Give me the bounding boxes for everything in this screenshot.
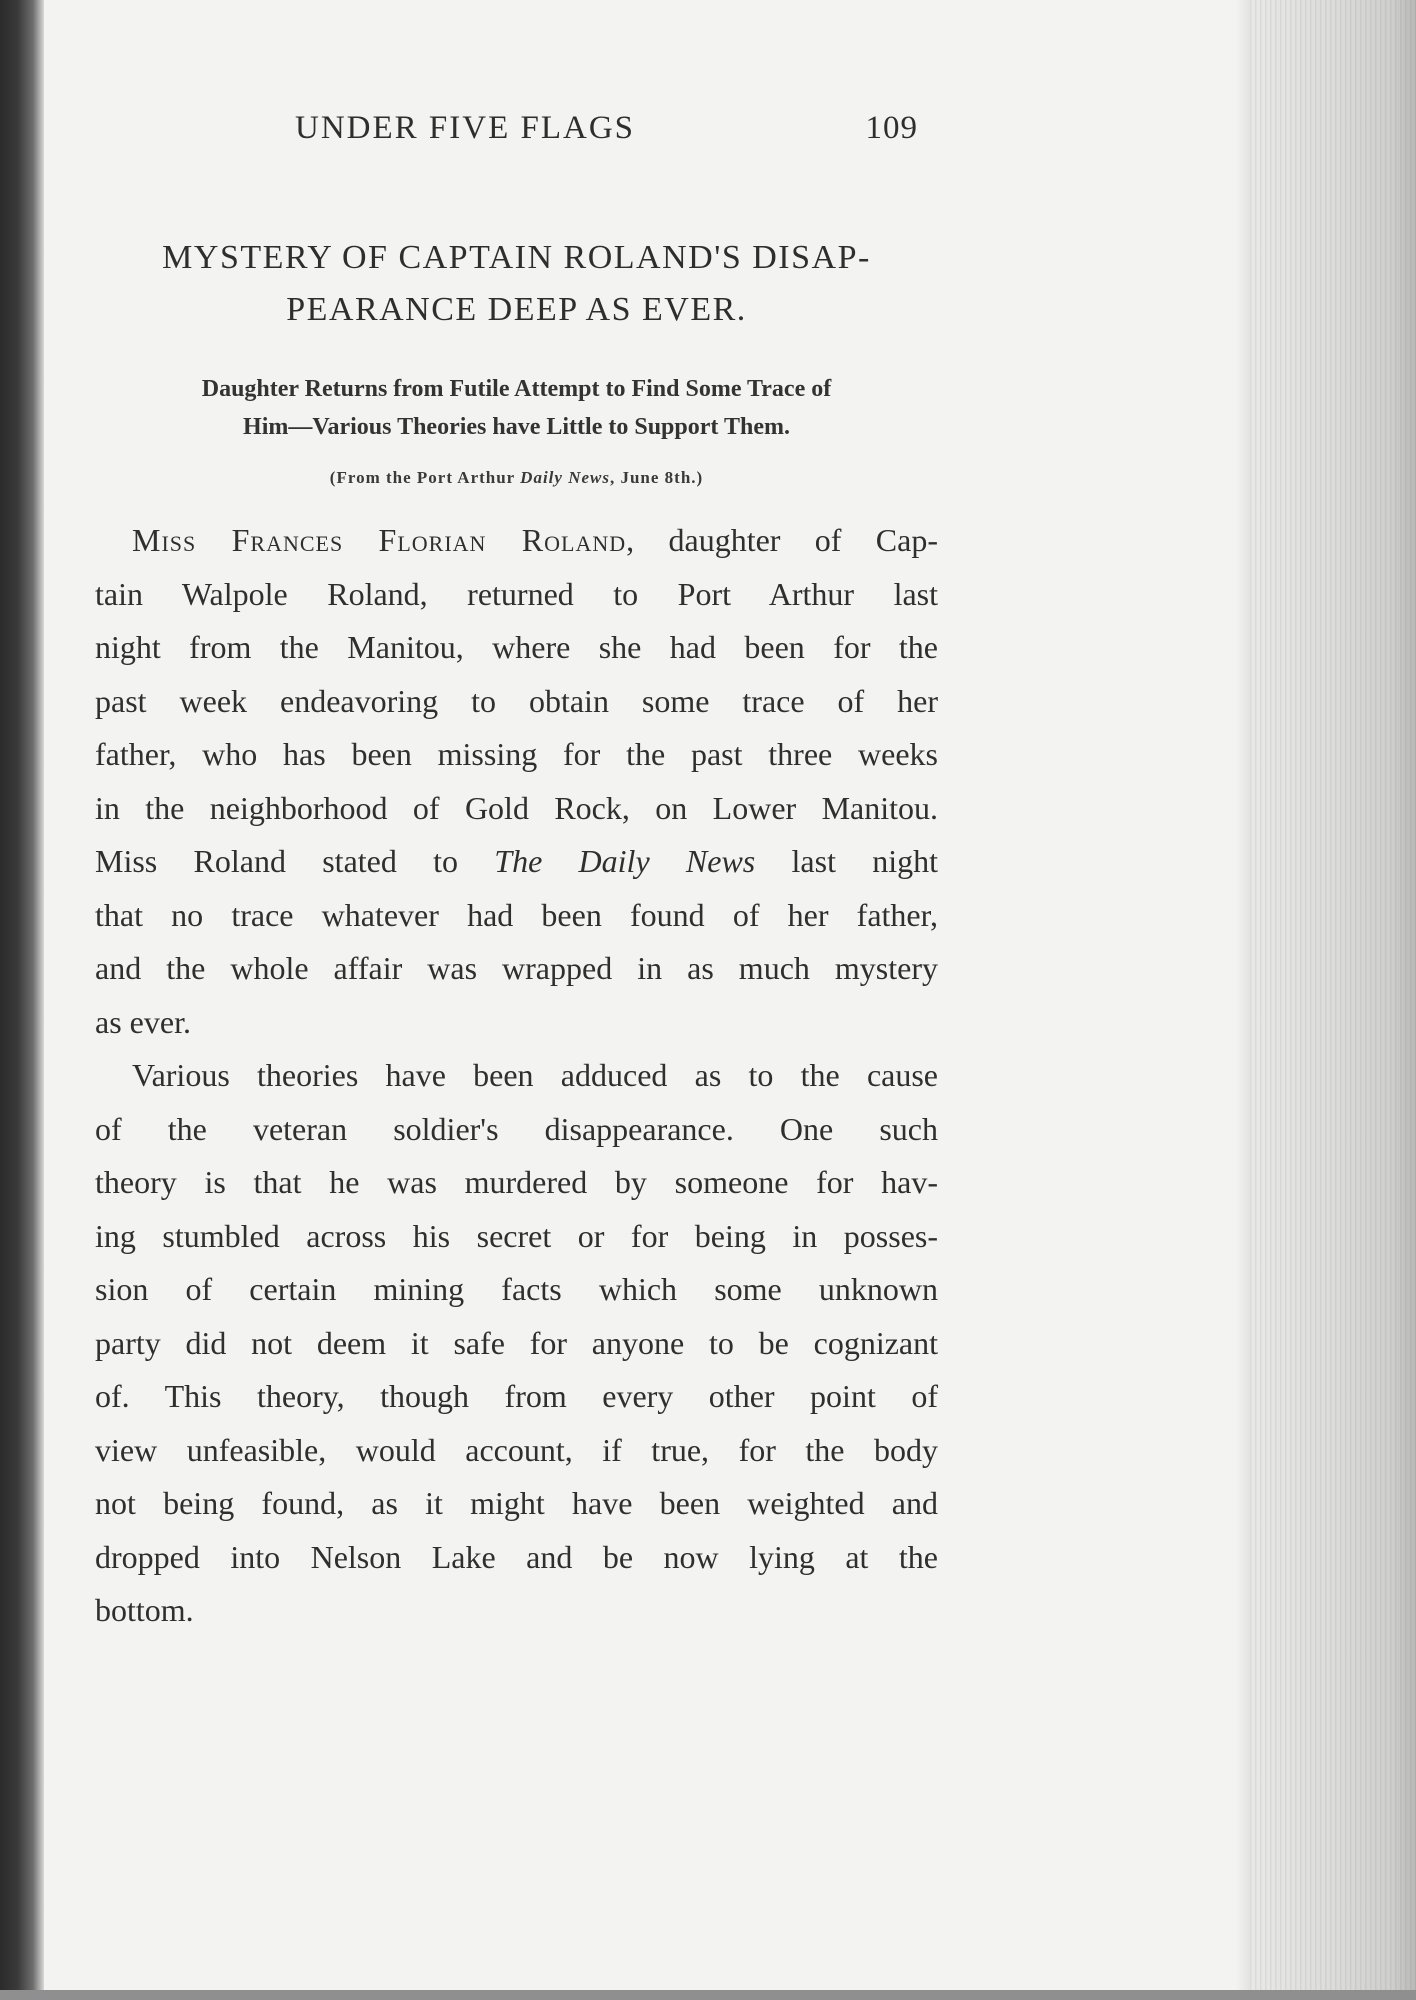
body-line: as ever. <box>95 1003 191 1040</box>
body-line <box>95 835 938 889</box>
body-line: party did not deem it safe for anyone to be cognizant <box>95 1324 938 1361</box>
body-line: bottom. <box>95 1592 194 1628</box>
paragraph-1 <box>95 514 938 1049</box>
body-line: sion of certain mining facts which some unknown <box>95 1271 938 1307</box>
page-number: 109 <box>865 110 918 146</box>
body-line: ing stumbled across his secret or for being in posses- <box>95 1217 938 1254</box>
body-line: that no trace whatever had been found of her father, <box>95 896 938 933</box>
headline-line: PEARANCE DEEP AS EVER. <box>286 291 747 328</box>
lead-in-name: Miss Frances Florian Roland <box>132 522 627 558</box>
body-line <box>95 514 938 568</box>
source-prefix: (From the Port Arthur <box>329 468 521 487</box>
body-line: night from the Manitou, where she had been for the <box>95 629 938 665</box>
paragraph-2 <box>95 1049 938 1638</box>
source-publication: Daily News <box>520 468 610 487</box>
article-source <box>95 468 938 488</box>
subhead-line: Him—Various Theories have Little to Support Them. <box>243 414 790 440</box>
body-line: of the veteran soldier's disappearance. One such <box>95 1110 938 1147</box>
bottom-edge <box>0 1990 1416 2000</box>
body-line: not being found, as it might have been weighted and <box>95 1485 938 1521</box>
article-headline <box>95 232 938 336</box>
body-line: dropped into Nelson Lake and be now lying at the <box>95 1538 938 1575</box>
source-suffix: , June 8th.) <box>609 468 704 487</box>
lead-in-rest: , daughter of Cap- <box>626 522 939 558</box>
article-subhead <box>95 370 938 446</box>
body-line: past week endeavoring to obtain some trace of her <box>95 682 938 719</box>
line-prefix: Miss Roland stated to <box>95 843 495 879</box>
body-line: father, who has been missing for the past three weeks <box>95 736 938 772</box>
text-block <box>95 100 938 1638</box>
subhead-line: Daughter Returns from Futile Attempt to Find Some Trace of <box>201 376 832 402</box>
line-suffix: last night <box>755 843 938 879</box>
body-line: in the neighborhood of Gold Rock, on Lower Manitou. <box>95 789 938 826</box>
body-line: Various theories have been adduced as to the cause <box>132 1057 938 1093</box>
body-line: tain Walpole Roland, returned to Port Arthur last <box>95 575 938 612</box>
running-title: UNDER FIVE FLAGS <box>295 110 636 146</box>
headline-line: MYSTERY OF CAPTAIN ROLAND'S DISAP- <box>162 239 871 276</box>
binding-shadow <box>0 0 44 2000</box>
body-line: and the whole affair was wrapped in as much mystery <box>95 950 938 986</box>
body-line: of. This theory, though from every other point of <box>95 1378 938 1414</box>
page-edges <box>1250 0 1416 2000</box>
publication-italic: The Daily News <box>494 843 756 879</box>
body-line: theory is that he was murdered by someone for hav- <box>95 1164 938 1200</box>
article-body <box>95 514 938 1638</box>
body-line: view unfeasible, would account, if true, for the body <box>95 1431 938 1468</box>
running-head <box>95 100 938 160</box>
